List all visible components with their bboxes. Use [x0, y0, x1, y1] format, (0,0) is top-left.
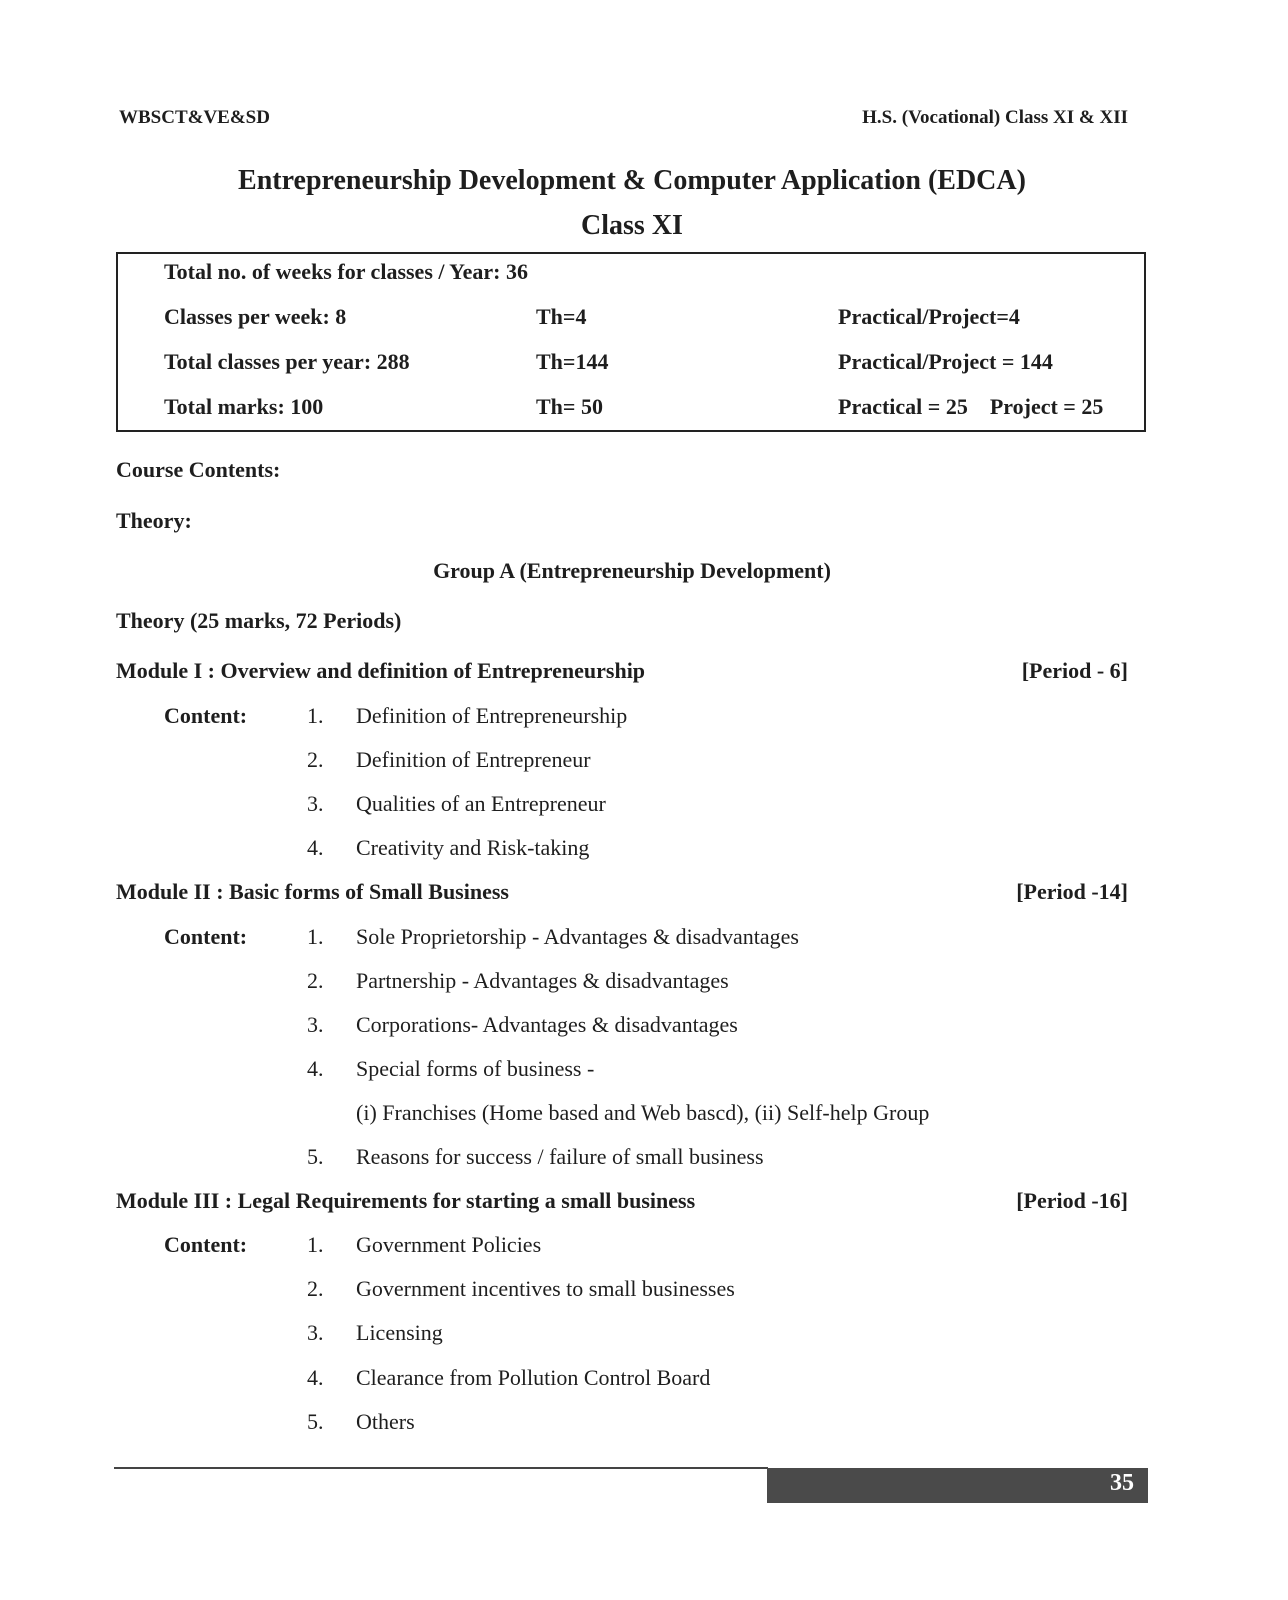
list-item: Government Policies [356, 1232, 542, 1257]
list-item: Creativity and Risk-taking [356, 835, 590, 860]
list-item: Definition of Entrepreneurship [356, 703, 628, 728]
module-2-period: [Period -14] [1016, 879, 1128, 904]
group-a-heading: Group A (Entrepreneurship Development) [433, 558, 831, 583]
course-contents-heading: Course Contents: [116, 457, 281, 482]
module-2-title: Module II : Basic forms of Small Business [116, 879, 509, 904]
module-3-title: Module III : Legal Requirements for starting a small business [116, 1188, 696, 1213]
summary-weeks: Total no. of weeks for classes / Year: 36 [164, 259, 528, 284]
list-item: Licensing [356, 1320, 443, 1345]
list-item-number: 1. [307, 924, 324, 949]
summary-classes-per-week-practical: Practical/Project=4 [838, 304, 1020, 329]
footer-bar [767, 1468, 1148, 1503]
list-item: Definition of Entrepreneur [356, 747, 591, 772]
summary-classes-per-year-practical: Practical/Project = 144 [838, 349, 1053, 374]
list-item-number: 4. [307, 1365, 324, 1390]
summary-classes-per-year-th: Th=144 [536, 349, 609, 374]
list-item-number: 4. [307, 835, 324, 860]
header-right: H.S. (Vocational) Class XI & XII [862, 107, 1128, 128]
page-number: 35 [1110, 1470, 1134, 1496]
page-subtitle: Class XI [581, 210, 683, 241]
list-item: Qualities of an Entrepreneur [356, 791, 606, 816]
theory-heading: Theory: [116, 508, 192, 533]
list-item-number: 1. [307, 1232, 324, 1257]
summary-classes-per-year: Total classes per year: 288 [164, 349, 410, 374]
summary-total-marks: Total marks: 100 [164, 394, 324, 419]
list-item-continuation: (i) Franchises (Home based and Web bascd), (ii) Self-help Group [356, 1100, 930, 1125]
list-item-number: 1. [307, 703, 324, 728]
header-left: WBSCT&VE&SD [119, 107, 270, 128]
list-item: Sole Proprietorship - Advantages & disadvantages [356, 924, 799, 949]
summary-classes-per-week: Classes per week: 8 [164, 304, 347, 329]
list-item-number: 2. [307, 747, 324, 772]
list-item: Special forms of business - [356, 1056, 595, 1081]
module-1-period: [Period - 6] [1021, 658, 1128, 683]
summary-total-marks-practical: Practical = 25 Project = 25 [838, 394, 1104, 419]
list-item-number: 2. [307, 1276, 324, 1301]
list-item: Partnership - Advantages & disadvantages [356, 968, 729, 993]
module-1-content-label: Content: [164, 703, 248, 728]
list-item: Others [356, 1409, 415, 1434]
page-title: Entrepreneurship Development & Computer Application (EDCA) [238, 165, 1026, 196]
list-item-number: 5. [307, 1144, 324, 1169]
module-3-period: [Period -16] [1016, 1188, 1128, 1213]
list-item: Reasons for success / failure of small business [356, 1144, 764, 1169]
module-3-content-label: Content: [164, 1232, 248, 1257]
list-item: Corporations- Advantages & disadvantages [356, 1012, 738, 1037]
theory-marks-heading: Theory (25 marks, 72 Periods) [116, 608, 402, 633]
list-item-number: 5. [307, 1409, 324, 1434]
footer-rule [114, 1467, 768, 1469]
summary-total-marks-th: Th= 50 [536, 394, 603, 419]
list-item-number: 2. [307, 968, 324, 993]
module-1-title: Module I : Overview and definition of Entrepreneurship [116, 658, 646, 683]
list-item-number: 3. [307, 1012, 324, 1037]
list-item-number: 3. [307, 791, 324, 816]
list-item: Clearance from Pollution Control Board [356, 1365, 711, 1390]
summary-classes-per-week-th: Th=4 [536, 304, 587, 329]
module-2-content-label: Content: [164, 924, 248, 949]
list-item: Government incentives to small businesses [356, 1276, 735, 1301]
list-item-number: 3. [307, 1320, 324, 1345]
list-item-number: 4. [307, 1056, 324, 1081]
